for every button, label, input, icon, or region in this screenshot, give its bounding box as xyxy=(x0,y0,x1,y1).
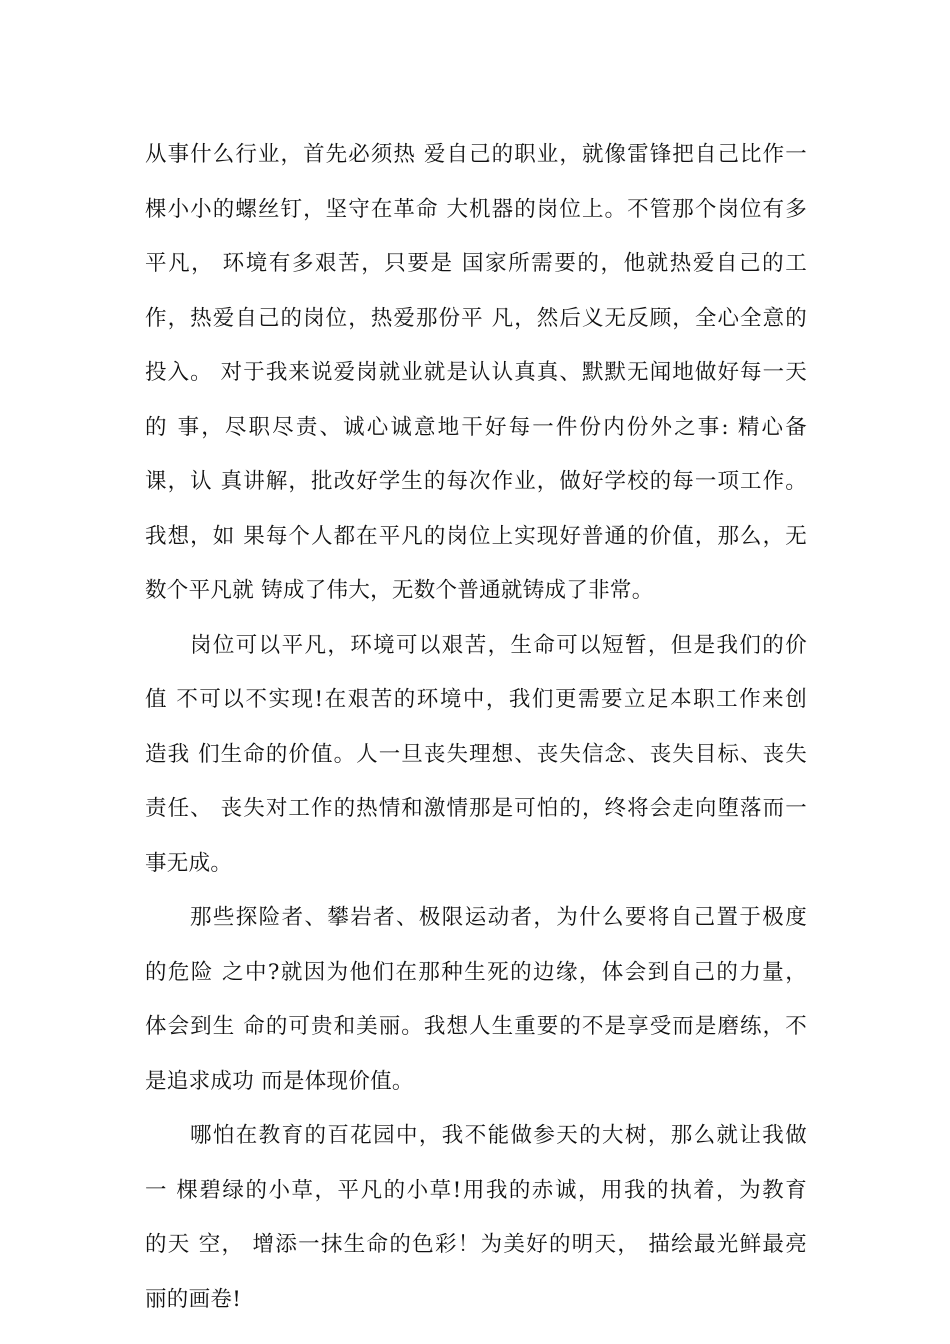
text-line: 造我 们生命的价值。人一旦丧失理想、丧失信念、丧失目标、丧失 xyxy=(145,741,807,767)
text-line: 丽的画卷! xyxy=(145,1286,242,1312)
text-line: 的天 空， 增添一抹生命的色彩！为美好的明天， 描绘最光鲜最亮 xyxy=(145,1232,807,1257)
text-line: 课，认 真讲解，批改好学生的每次作业，做好学校的每一项工作。 xyxy=(145,469,807,494)
document-body xyxy=(145,128,807,1327)
text-line: 的危险 之中?就因为他们在那种生死的边缘，体会到自己的力量， xyxy=(145,959,807,985)
text-line: 投入。 对于我来说爱岗就业就是认认真真、默默无闻地做好每一天 xyxy=(145,360,807,385)
text-line: 岗位可以平凡，环境可以艰苦，生命可以短暂，但是我们的价 xyxy=(190,632,807,658)
text-line: 值 不可以不实现!在艰苦的环境中，我们更需要立足本职工作来创 xyxy=(145,687,807,712)
text-line: 体会到生 命的可贵和美丽。我想人生重要的不是享受而是磨练，不 xyxy=(145,1014,807,1039)
text-line: 责任、 丧失对工作的热情和激情那是可怕的，终将会走向堕落而一 xyxy=(145,796,807,821)
paragraph xyxy=(145,1109,807,1327)
text-line: 我想，如 果每个人都在平凡的岗位上实现好普通的价值，那么，无 xyxy=(145,523,807,549)
paragraph xyxy=(145,128,807,619)
text-line: 事无成。 xyxy=(145,850,233,876)
text-line: 棵小小的螺丝钉，坚守在革命 大机器的岗位上。不管那个岗位有多 xyxy=(145,196,807,222)
text-line: 一 棵碧绿的小草，平凡的小草!用我的赤诚，用我的执着，为教育 xyxy=(145,1177,807,1203)
text-line: 数个平凡就 铸成了伟大，无数个普通就铸成了非常。 xyxy=(145,578,654,603)
text-line: 从事什么行业，首先必须热 爱自己的职业，就像雷锋把自己比作一 xyxy=(145,142,807,167)
text-line: 那些探险者、攀岩者、极限运动者，为什么要将自己置于极度 xyxy=(190,905,807,930)
text-line: 哪怕在教育的百花园中，我不能做参天的大树，那么就让我做 xyxy=(190,1123,807,1148)
text-line: 的 事，尽职尽责、诚心诚意地干好每一件份内份外之事: 精心备 xyxy=(145,414,807,440)
paragraph xyxy=(145,619,807,892)
paragraph xyxy=(145,891,807,1109)
text-line: 是追求成功 而是体现价值。 xyxy=(145,1068,414,1094)
text-line: 作，热爱自己的岗位，热爱那份平 凡，然后义无反顾，全心全意的 xyxy=(145,305,807,331)
text-line: 平凡， 环境有多艰苦，只要是 国家所需要的，他就热爱自己的工 xyxy=(145,251,807,276)
